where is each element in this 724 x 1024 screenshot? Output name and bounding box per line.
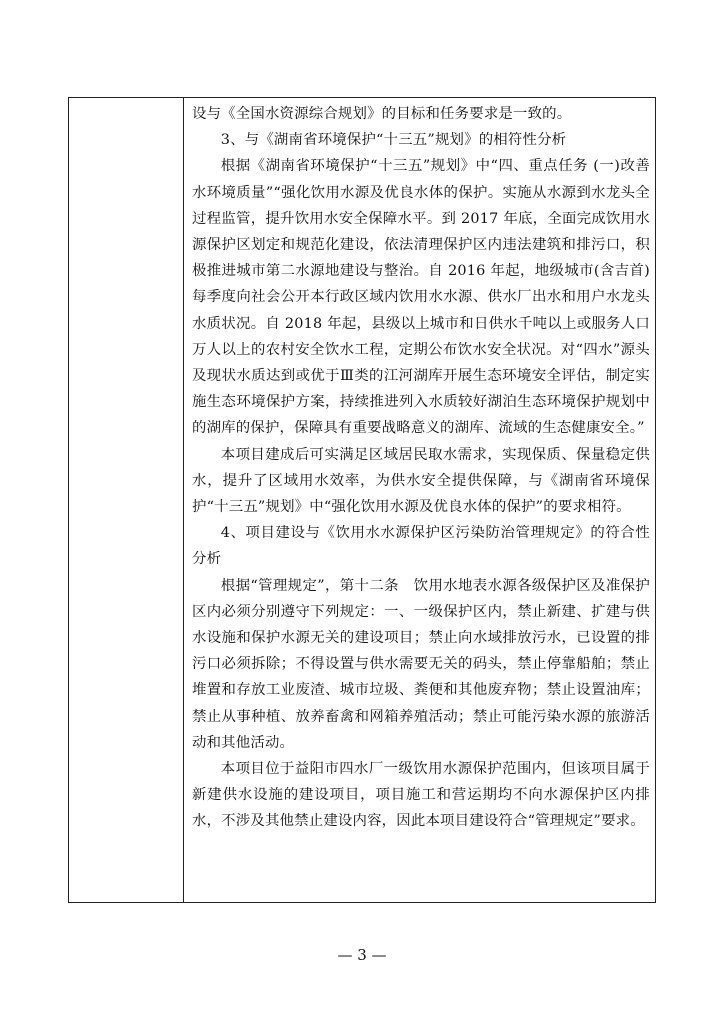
paragraph-3: 根据《湖南省环境保护“十三五”规划》中“四、重点任务 (一)改善水环境质量”“强化饮用水源及优良水体的保护。实施从水源到水龙头全过程监管，提升饮用水安全保障水平。到 2017 年底，全面完成饮用水源保护区划定和规范化建设，依法清理保护区内违法建筑和排污口，积极推进城市第二水源地建设与整治。自 2016 年起，地级城市(含吉首)每季度向社会公开本行政区域内饮用水水源、供水厂出水和用户水龙头水质状况。自 2018 年起，县级以上城市和日供水千吨以上或服务人口万人以上的农村安全饮水工程，定期公布饮水安全状况。对“四水”源头及现状水质达到或优于Ⅲ类的江河湖库开展生态环境安全评估，制定实施生态环境保护方案，持续推进列入水质较好湖泊生态环境保护规划中的湖库的保护，保障具有重要战略意义的湖库、流域的生态健康安全。” [192, 158, 650, 437]
page-number: — 3 — [337, 946, 387, 964]
document-body [192, 101, 650, 835]
paragraph-4: 本项目建成后可实满足区域居民取水需求，实现保质、保量稳定供水，提升了区域用水效率，为供水安全提供保障，与《湖南省环境保护“十三五”规划》中“强化饮用水源及优良水体的保护”的要求相符。 [192, 446, 650, 516]
column-divider [183, 97, 184, 903]
paragraph-7: 本项目位于益阳市四水厂一级饮用水源保护范围内，但该项目属于新建供水设施的建设项目，项目施工和营运期均不向水源保护区内排水，不涉及其他禁止建设内容，因此本项目建设符合“管理规定”要求。 [192, 761, 650, 830]
paragraph-2: 3、与《湖南省环境保护“十三五”规划》的相符性分析 [220, 132, 567, 149]
paragraph-5: 4、项目建设与《饮用水水源保护区污染防治管理规定》的符合性分析 [192, 525, 650, 568]
paragraph-1: 设与《全国水资源综合规划》的目标和任务要求是一致的。 [192, 106, 572, 122]
paragraph-6: 根据“管理规定”，第十二条 饮用水地表水源各级保护区及准保护区内必须分别遵守下列规定：一、一级保护区内，禁止新建、扩建与供水设施和保护水源无关的建设项目；禁止向水域排放污水，已设置的排污口必须拆除；不得设置与供水需要无关的码头，禁止停靠船舶；禁止堆置和存放工业废渣、城市垃圾、粪便和其他废弃物；禁止设置油库；禁止从事种植、放养畜禽和网箱养殖活动；禁止可能污染水源的旅游活动和其他活动。 [192, 577, 650, 751]
